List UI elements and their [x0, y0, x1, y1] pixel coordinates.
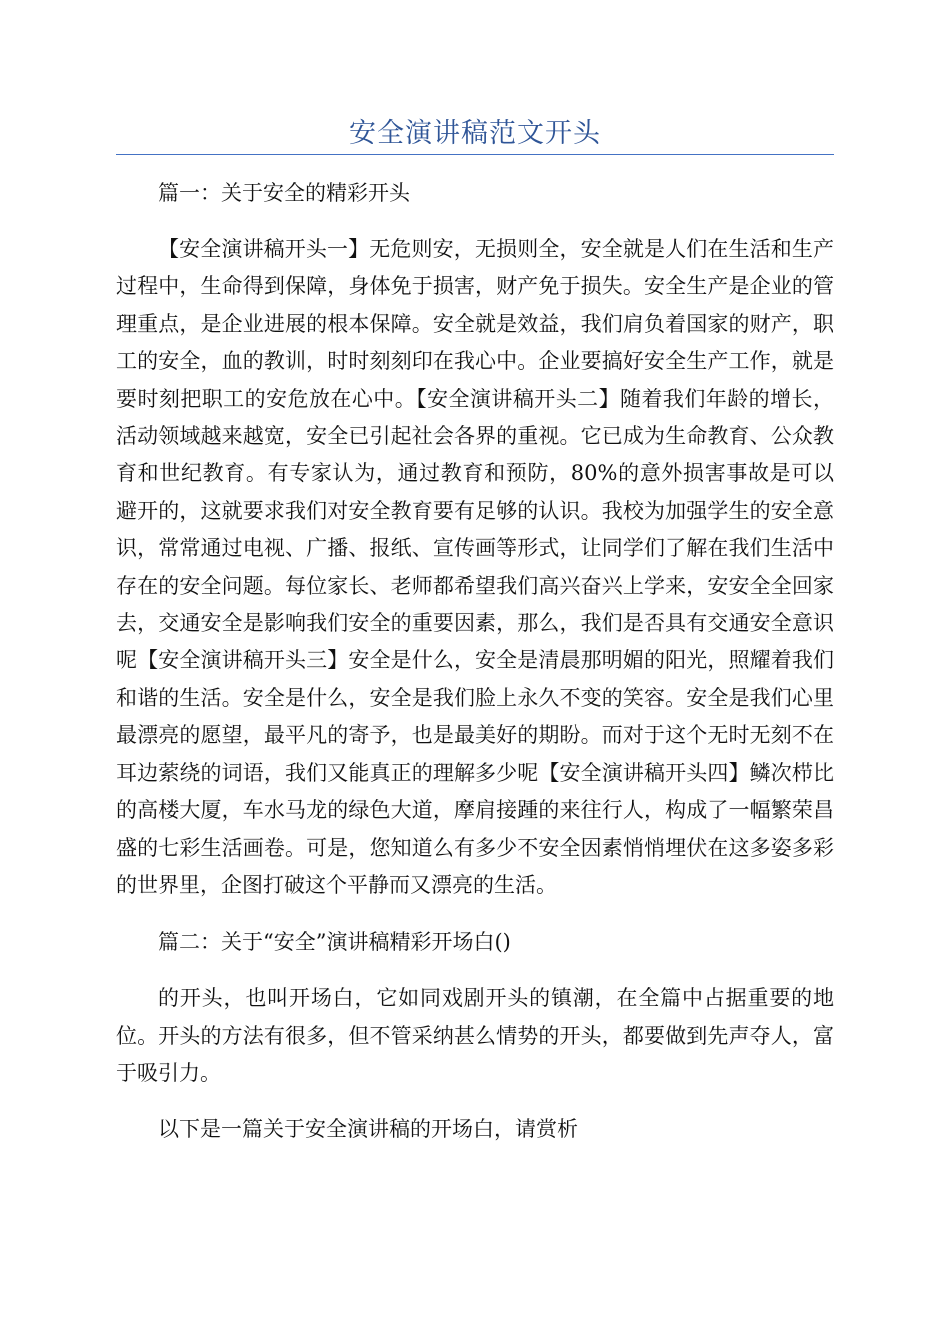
section-heading-2: 篇二：关于“安全”演讲稿精彩开场白() [158, 930, 511, 955]
paragraph-2: 的开头，也叫开场白，它如同戏剧开头的镇潮，在全篇中占据重要的地位。开头的方法有很多，但不管采纳甚么情势的开头，都要做到先声夺人，富于吸引力。 [116, 986, 834, 1086]
paragraph-1: 【安全演讲稿开头一】无危则安，无损则全，安全就是人们在生活和生产过程中，生命得到保障，身体免于损害，财产免于损失。安全生产是企业的管理重点，是企业进展的根本保障。安全就是效益，我们肩负着国家的财产，职工的安全，血的教训，时时刻刻印在我心中。企业要搞好安全生产工作，就是要时刻把职工的安危放在心中。【安全演讲稿开头二】随着我们年龄的增长，活动领域越来越宽，安全已引起社会各界的重视。它已成为生命教育、公众教育和世纪教育。有专家认为，通过教育和预防，80%的意外损害事故是可以避开的，这就要求我们对安全教育要有足够的认识。我校为加强学生的安全意识，常常通过电视、广播、报纸、宣传画等形式，让同学们了解在我们生活中存在的安全问题。每位家长、老师都希望我们高兴奋兴上学来，安安全全回家去，交通安全是影响我们安全的重要因素，那么，我们是否具有交通安全意识呢【安全演讲稿开头三】安全是什么，安全是清晨那明媚的阳光，照耀着我们和谐的生活。安全是什么，安全是我们脸上永久不变的笑容。安全是我们心里最漂亮的愿望，最平凡的寄予，也是最美好的期盼。而对于这个无时无刻不在耳边萦绕的词语，我们又能真正的理解多少呢【安全演讲稿开头四】鳞次栉比的高楼大厦，车水马龙的绿色大道，摩肩接踵的来往行人，构成了一幅繁荣昌盛的七彩生活画卷。可是，您知道么有多少不安全因素悄悄埋伏在这多姿多彩的世界里，企图打破这个平静而又漂亮的生活。 [116, 237, 834, 897]
paragraph-3: 以下是一篇关于安全演讲稿的开场白，请赏析 [158, 1116, 578, 1141]
document-body [116, 173, 834, 1166]
document-title: 安全演讲稿范文开头 [349, 118, 601, 149]
title-underline [116, 154, 834, 155]
section-heading-1: 篇一：关于安全的精彩开头 [158, 181, 410, 205]
